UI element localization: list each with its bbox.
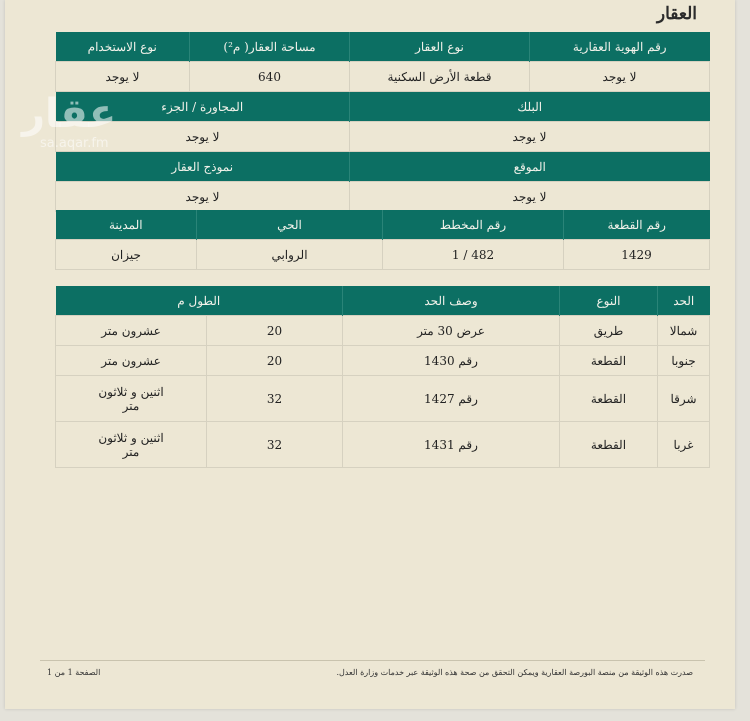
watermark-url: sa.aqar.fm bbox=[40, 136, 109, 151]
boundary-row-south bbox=[56, 346, 710, 376]
boundaries-table bbox=[55, 286, 710, 468]
value-location: لا يوجد bbox=[350, 182, 710, 212]
plot-table bbox=[55, 210, 710, 270]
boundary-row-west bbox=[56, 422, 710, 468]
type: القطعة bbox=[560, 346, 658, 376]
description: رقم 1427 bbox=[343, 376, 560, 422]
header-type: النوع bbox=[560, 286, 658, 316]
value-property-area: 640 bbox=[190, 62, 350, 92]
property-table bbox=[55, 32, 710, 212]
side: غربا bbox=[658, 422, 710, 468]
value-model: لا يوجد bbox=[56, 182, 350, 212]
watermark-logo: عقار bbox=[22, 91, 117, 137]
length-text: عشرون متر bbox=[56, 346, 207, 376]
header-property-id: رقم الهوية العقارية bbox=[530, 32, 710, 62]
length-text: اثنين و ثلاثون متر bbox=[56, 422, 207, 468]
footer-note: صدرت هذه الوثيقة من منصة البورصة العقارية ويمكن التحقق من صحة هذه الوثيقة عبر خدمات وزارة العدل. bbox=[336, 668, 693, 677]
boundary-row-east bbox=[56, 376, 710, 422]
header-usage-type: نوع الاستخدام bbox=[56, 32, 190, 62]
value-property-type: قطعة الأرض السكنية bbox=[350, 62, 530, 92]
value-district: الروابي bbox=[197, 240, 383, 270]
footer-divider bbox=[40, 660, 705, 661]
length: 20 bbox=[207, 316, 343, 346]
header-neighbor: المجاورة / الجزء bbox=[56, 92, 350, 122]
header-model: نموذج العقار bbox=[56, 152, 350, 182]
header-scheme-number: رقم المخطط bbox=[383, 210, 564, 240]
plot-header-row bbox=[56, 210, 710, 240]
section-title: العقار bbox=[656, 4, 697, 24]
block-header-row bbox=[56, 92, 710, 122]
value-usage-type: لا يوجد bbox=[56, 62, 190, 92]
value-city: جيزان bbox=[56, 240, 197, 270]
description: رقم 1431 bbox=[343, 422, 560, 468]
side: شرقا bbox=[658, 376, 710, 422]
length: 32 bbox=[207, 422, 343, 468]
location-value-row bbox=[56, 182, 710, 212]
description: عرض 30 متر bbox=[343, 316, 560, 346]
header-district: الحي bbox=[197, 210, 383, 240]
value-neighbor: لا يوجد bbox=[56, 122, 350, 152]
type: القطعة bbox=[560, 376, 658, 422]
page-number: الصفحة 1 من 1 bbox=[47, 668, 101, 677]
property-value-row bbox=[56, 62, 710, 92]
header-block: البلك bbox=[350, 92, 710, 122]
length: 20 bbox=[207, 346, 343, 376]
header-side: الحد bbox=[658, 286, 710, 316]
description: رقم 1430 bbox=[343, 346, 560, 376]
value-block: لا يوجد bbox=[350, 122, 710, 152]
location-header-row bbox=[56, 152, 710, 182]
document-page bbox=[5, 0, 735, 709]
value-scheme-number: 482 / 1 bbox=[383, 240, 564, 270]
boundary-row-north bbox=[56, 316, 710, 346]
property-header-row bbox=[56, 32, 710, 62]
length-text: عشرون متر bbox=[56, 316, 207, 346]
side: شمالا bbox=[658, 316, 710, 346]
header-city: المدينة bbox=[56, 210, 197, 240]
header-property-type: نوع العقار bbox=[350, 32, 530, 62]
header-description: وصف الحد bbox=[343, 286, 560, 316]
header-length: الطول م bbox=[56, 286, 343, 316]
header-plot-number: رقم القطعة bbox=[564, 210, 710, 240]
boundaries-header-row bbox=[56, 286, 710, 316]
length: 32 bbox=[207, 376, 343, 422]
value-plot-number: 1429 bbox=[564, 240, 710, 270]
length-text: اثنين و ثلاثون متر bbox=[56, 376, 207, 422]
header-location: الموقع bbox=[350, 152, 710, 182]
plot-value-row bbox=[56, 240, 710, 270]
header-property-area: مساحة العقار( م²) bbox=[190, 32, 350, 62]
block-value-row bbox=[56, 122, 710, 152]
type: القطعة bbox=[560, 422, 658, 468]
side: جنوبا bbox=[658, 346, 710, 376]
value-property-id: لا يوجد bbox=[530, 62, 710, 92]
type: طريق bbox=[560, 316, 658, 346]
